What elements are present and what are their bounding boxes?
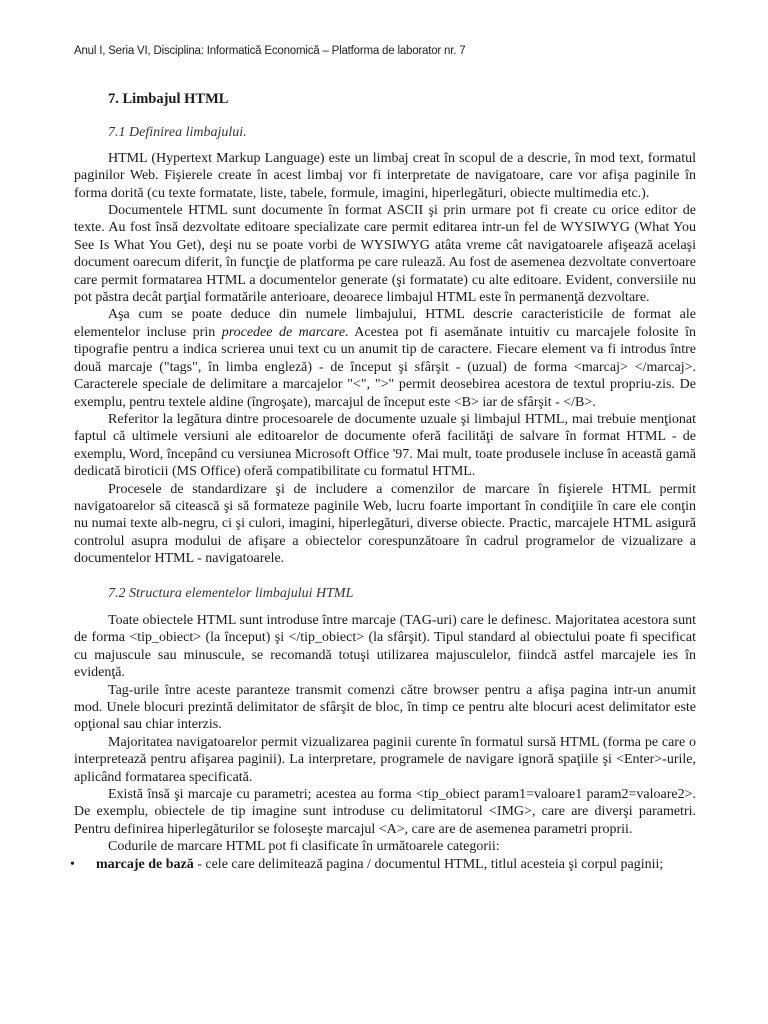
section-title-7-1: 7.1 Definirea limbajului. <box>108 125 247 141</box>
paragraph: Există însă şi marcaje cu parametri; acestea au forma <tip_obiect param1=valoare1 param2=valoare2>. De exemplu, obiectele de tip imagine sunt introduse cu delimitatorul <IMG>, care are diverşi parametri. Pentru definirea hiperlegăturilor se foloseşte marcajul <A>, care are de asemenea parametri proprii. <box>74 787 696 837</box>
running-header: Anul I, Seria VI, Disciplina: Informatică Economică – Platforma de laborator nr. 7 <box>74 45 466 57</box>
paragraph: Majoritatea navigatoarelor permit vizualizarea paginii curente în formatul sursă HTML (forma pe care o interpretează pentru afişarea paginii). La interpretare, programele de navigare ignoră spaţiile şi <Enter>-urile, aplicând formatarea specificată. <box>74 734 696 785</box>
bullet-list <box>70 856 696 873</box>
document-body <box>70 91 696 873</box>
paragraph: Referitor la legătura dintre procesoarele de documente uzuale şi limbajul HTML, mai trebuie menţionat faptul că ultimele versiuni ale editoarelor de documente oferă facilităţi de salvare în format HTML - de exemplu, Word, începând cu versiunea Microsoft Office '97. Mai mult, toate produsele incluse în această gamă dedicată biroticii (MS Office) oferă compatibilitate cu formatul HTML. <box>74 411 696 480</box>
paragraph: Documentele HTML sunt documente în format ASCII şi prin urmare pot fi create cu orice editor de texte. Au fost însă dezvoltate editoare specializate care permit editarea intr-un fel de WYSIWYG (What You See Is What You Get), deşi nu se poate vorbi de WYSIWYG atâta vreme cât navigatoarele afişează acelaşi document oarecum diferit, în funcţie de platforma pe care rulează. Au fost de asemenea dezvoltate convertoare care permit formatarea HTML a documentelor generate (şi formatate) cu alte editoare. Evident, conversiile nu pot păstra decât parţial formatările anterioare, deoarece limbajul HTML este în permanenţă dezvoltare. <box>74 203 696 306</box>
paragraph: Tag-urile între aceste paranteze transmit comenzi către browser pentru a afişa pagina intr-un anumit mod. Unele blocuri prezintă delimitator de sfârşit de bloc, în timp ce pentru alte blocuri acest delimitator este opţional sau chiar interzis. <box>74 682 696 733</box>
bullet-term: marcaje de bază <box>96 856 194 872</box>
paragraph: Toate obiectele HTML sunt introduse între marcaje (TAG-uri) care le definesc. Majoritatea acestora sunt de forma <tip_obiect> (la început) şi </tip_obiect> (la sfârşit). Tipul standard al obiectului poate fi specificat cu majuscule sau minuscule, se recomandă totuşi utilizarea majusculelor, fiindcă astfel marcajele ies în evidenţă. <box>74 612 696 681</box>
section-title-7-2: 7.2 Structura elementelor limbajului HTML <box>108 585 354 601</box>
list-item <box>70 856 696 873</box>
bullet-text: - cele care delimitează pagina / documentul HTML, titlul acesteia şi corpul paginii; <box>193 856 664 872</box>
bullet-icon: • <box>70 856 75 872</box>
paragraph: HTML (Hypertext Markup Language) este un limbaj creat în scopul de a descrie, în mod text, formatul paginilor Web. Fişierele create în acest limbaj vor fi interpretate de navigatoare, care vor afişa paginile în forma dorită (cu texte formatate, liste, tabele, formule, imagini, hiperlegături, obiecte multimedia etc.). <box>74 150 696 201</box>
emphasized-term: procedee de marcare <box>221 324 346 340</box>
paragraph-text: Aşa cum se poate deduce din numele limbajului, HTML descrie caracteristicile de format ale elementelor incluse prin <box>74 307 696 340</box>
paragraph <box>74 306 696 410</box>
paragraph: Procesele de standardizare şi de includere a comenzilor de marcare în fişierele HTML permit navigatoarelor să citească şi să formateze paginile Web, lucru foarte important în condiţiile în care ele conţin nu numai texte alb-negru, ci şi culori, imagini, hiperlegături, diverse obiecte. Practic, marcajele HTML asigură controlul asupra modului de afişare a obiectelor corespunzătoare în cadrul programelor de vizualizare a documentelor HTML - navigatoarele. <box>74 481 696 567</box>
paragraph-text: . Acestea pot fi asemănate intuitiv cu marcajele folosite în tipografie pentru a indica scrierea unui text cu un anumit tip de caractere. Fiecare element va fi introdus între două marcaje ("tags", în limba engleză) - de început şi sfârşit - (uzual) de forma <marcaj> </marcaj>. Caracterele speciale de delimitare a marcajelor "<", ">" permit deosebirea acestora de textul propriu-zis. De exemplu, pentru textele aldine (îngroşate), marcajul de început este <B> iar de sfârşit - </B>. <box>74 324 696 410</box>
paragraph: Codurile de marcare HTML pot fi clasificate în următoarele categorii: <box>108 839 500 855</box>
chapter-title: 7. Limbajul HTML <box>108 91 229 107</box>
